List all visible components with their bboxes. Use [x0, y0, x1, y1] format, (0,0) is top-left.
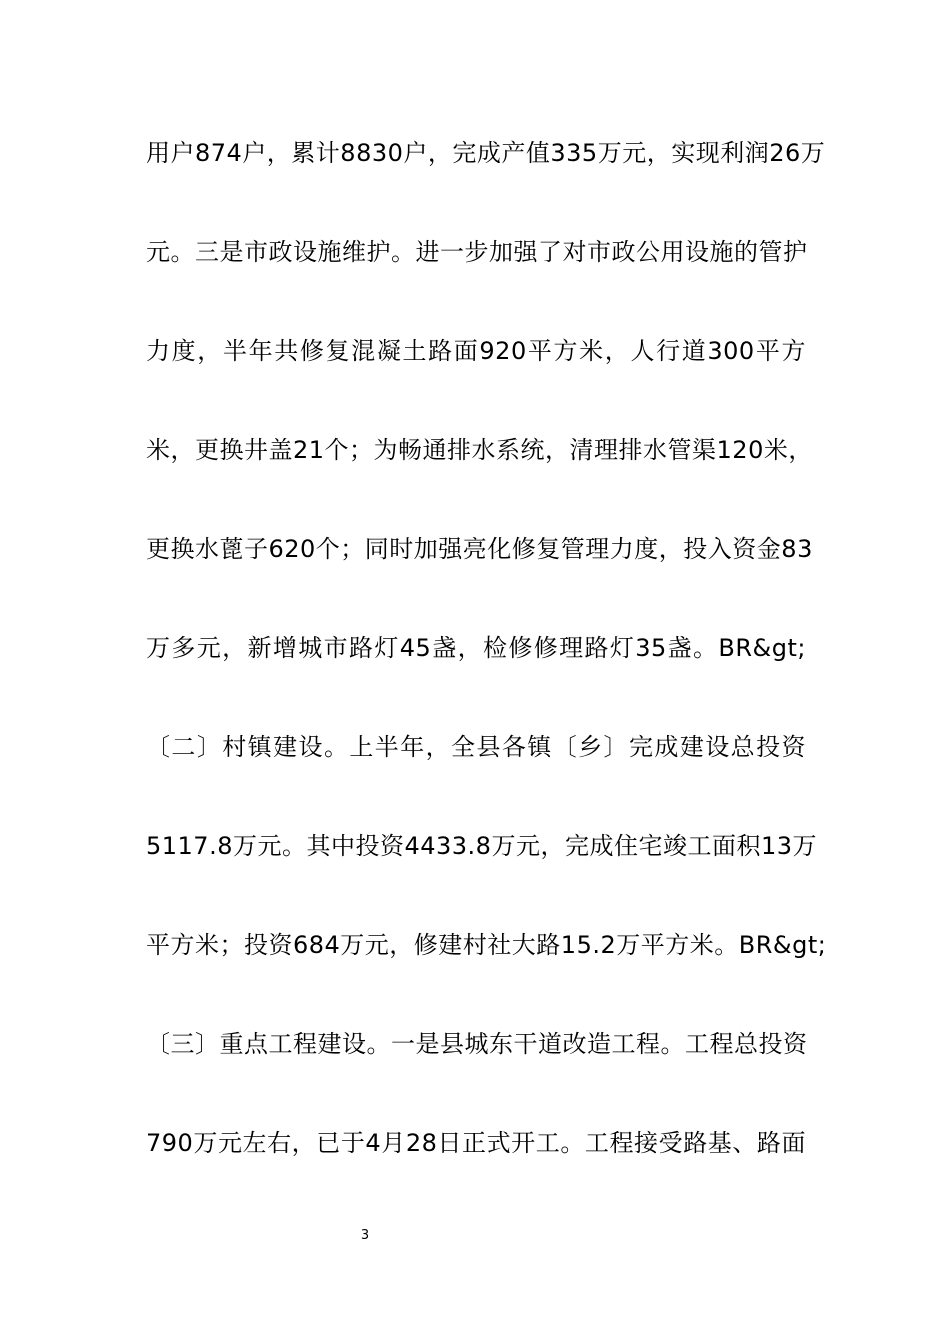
text-line: 用户874户，累计8830户，完成产值335万元，实现利润26万 — [146, 139, 826, 167]
text-line: 〔二〕村镇建设。上半年，全县各镇〔乡〕完成建设总投资 — [146, 733, 806, 761]
body-text — [146, 125, 827, 1214]
text-line: 元。三是市政设施维护。进一步加强了对市政公用设施的管护 — [146, 238, 808, 266]
text-line: 更换水蓖子620个；同时加强亮化修复管理力度，投入资金83 — [146, 535, 813, 563]
text-line: 790万元左右，已于4月28日正式开工。工程接受路基、路面 — [146, 1129, 806, 1157]
text-line: 万多元，新增城市路灯45盏，检修修理路灯35盏。BR&gt; — [146, 634, 806, 662]
page-number: 3 — [360, 1228, 370, 1243]
text-line: 平方米；投资684万元，修建村社大路15.2万平方米。BR&gt; — [146, 931, 827, 959]
text-line: 5117.8万元。其中投资4433.8万元，完成住宅竣工面积13万 — [146, 832, 817, 860]
text-line: 力度，半年共修复混凝土路面920平方米，人行道300平方 — [146, 337, 806, 365]
text-line: 米，更换井盖21个；为畅通排水系统，清理排水管渠120米， — [146, 436, 813, 464]
text-line: 〔三〕重点工程建设。一是县城东干道改造工程。工程总投资 — [146, 1030, 808, 1058]
